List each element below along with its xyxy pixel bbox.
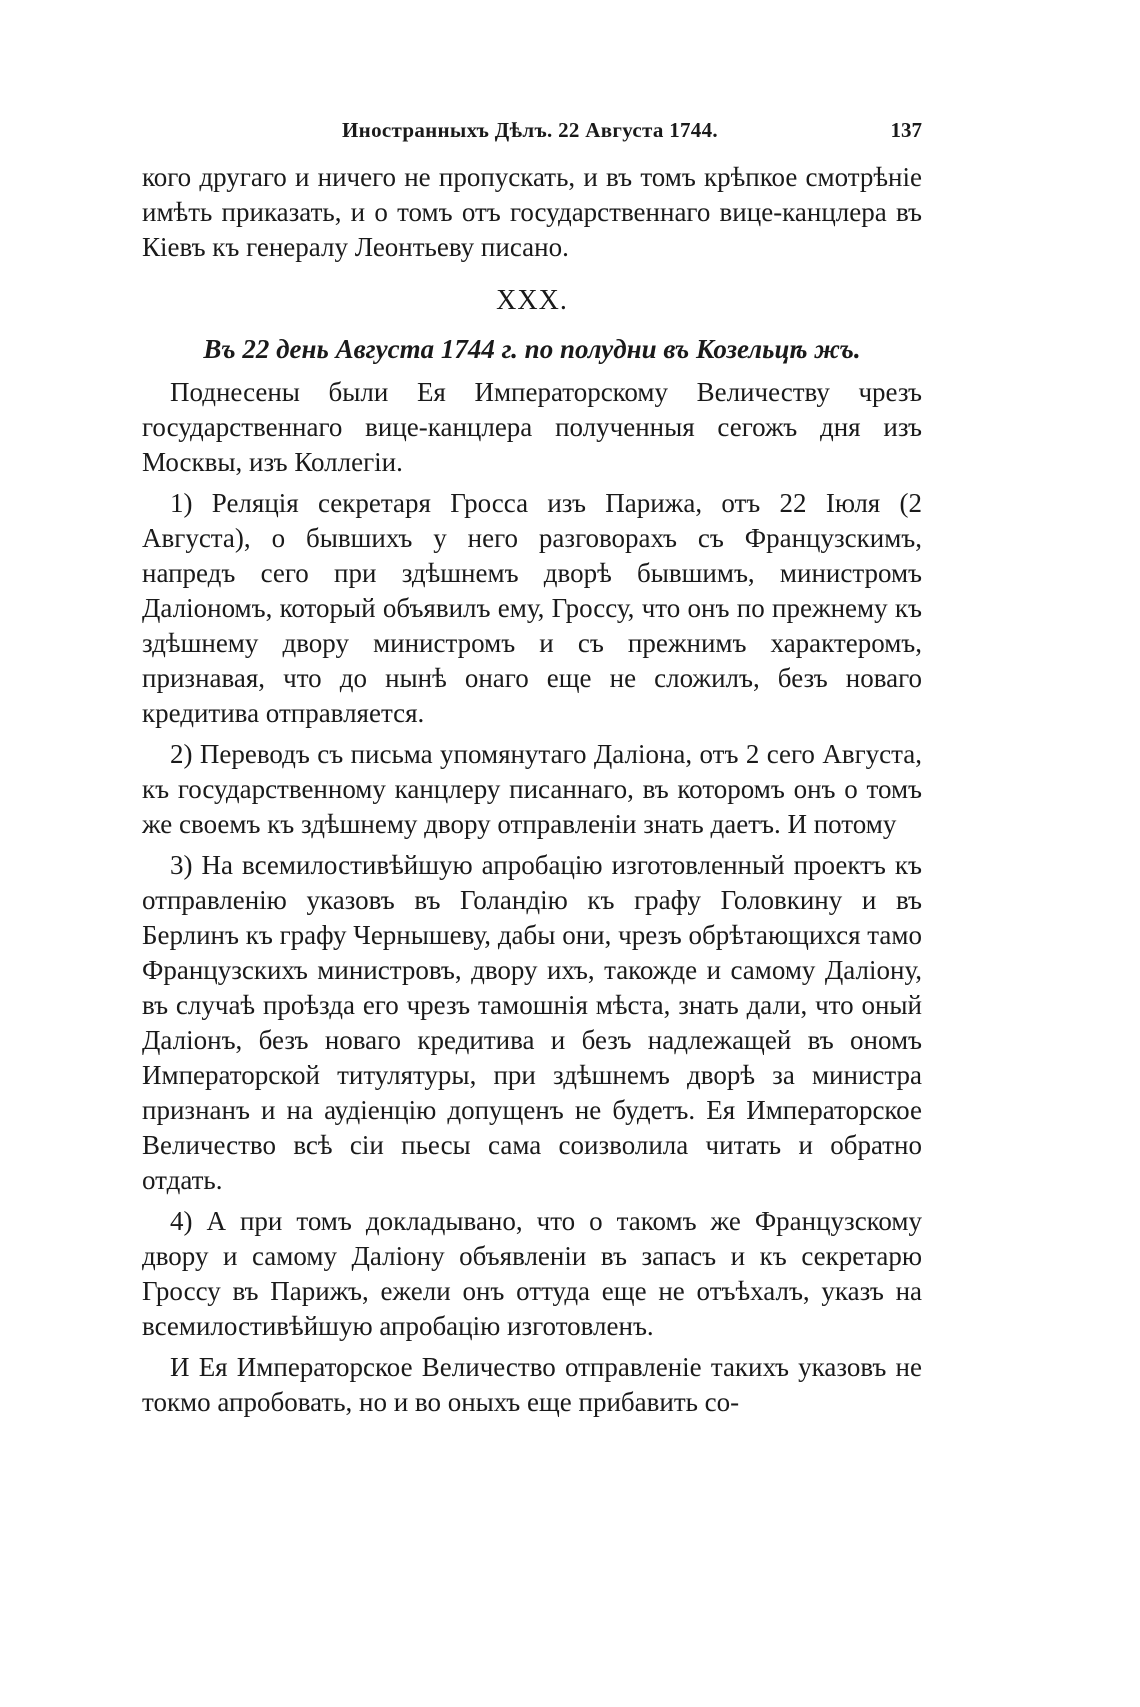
paragraph-item-2: 2) Переводъ съ письма упомянутаго Даліона, отъ 2 сего Августа, къ государственному канцлеру писаннаго, въ которомъ онъ о томъ же своемъ къ здѣшнему двору отправленіи знать даетъ. И потому	[142, 739, 922, 839]
body-text	[142, 160, 922, 1420]
paragraph-item-4: 4) А при томъ докладывано, что о такомъ же Французскому двору и самому Даліону объявленіи въ запасъ и къ секретарю Гроссу въ Парижъ, ежели онъ оттуда еще не отъѣхалъ, указъ на всемилостивѣйшую апробацію изготовленъ.	[142, 1206, 922, 1341]
section-heading: Въ 22 день Августа 1744 г. по полудни въ Козельцѣ жъ.	[203, 334, 861, 364]
continuation-paragraph: кого другаго и ничего не пропускать, и въ томъ крѣпкое смотрѣніе имѣть приказать, и о томъ отъ государственнаго вице-канцлера въ Кіевъ къ генералу Леонтьеву писано.	[142, 162, 922, 262]
paragraph-item-3: 3) На всемилостивѣйшую апробацію изготовленный проектъ къ отправленію указовъ въ Голандію къ графу Головкину и въ Берлинъ къ графу Чернышеву, дабы они, чрезъ обрѣтающихся тамо Французскихъ министровъ, двору ихъ, такожде и самому Даліону, въ случаѣ проѣзда его чрезъ тамошнія мѣста, знать дали, что оный Даліонъ, безъ новаго кредитива и безъ надлежащей въ ономъ Императорской титулятуры, при здѣшнемъ дворѣ за министра признанъ и на аудіенцію допущенъ не будетъ. Ея Императорское Величество всѣ сіи пьесы сама соизволила читать и обратно отдать.	[142, 850, 922, 1195]
page-number: 137	[890, 118, 922, 142]
paragraph-intro: Поднесены были Ея Императорскому Величеству чрезъ государственнаго вице-канцлера полученныя сегожъ дня изъ Москвы, изъ Коллегіи.	[142, 377, 922, 477]
paragraph-closing: И Ея Императорское Величество отправленіе такихъ указовъ не токмо апробовать, но и во оныхъ еще прибавить со-	[142, 1352, 922, 1417]
paragraph-item-1: 1) Реляція секретаря Гросса изъ Парижа, отъ 22 Іюля (2 Августа), о бывшихъ у него разговорахъ съ Французскимъ, напредъ сего при здѣшнемъ дворѣ бывшимъ, министромъ Даліономъ, который объявилъ ему, Гроссу, что онъ по прежнему къ здѣшнему двору министромъ и съ прежнимъ характеромъ, признавая, что до нынѣ онаго еще не сложилъ, безъ новаго кредитива отправляется.	[142, 488, 922, 728]
running-title: Иностранныхъ Дѣлъ. 22 Августа 1744.	[342, 118, 718, 142]
section-number: XXX.	[496, 285, 568, 316]
